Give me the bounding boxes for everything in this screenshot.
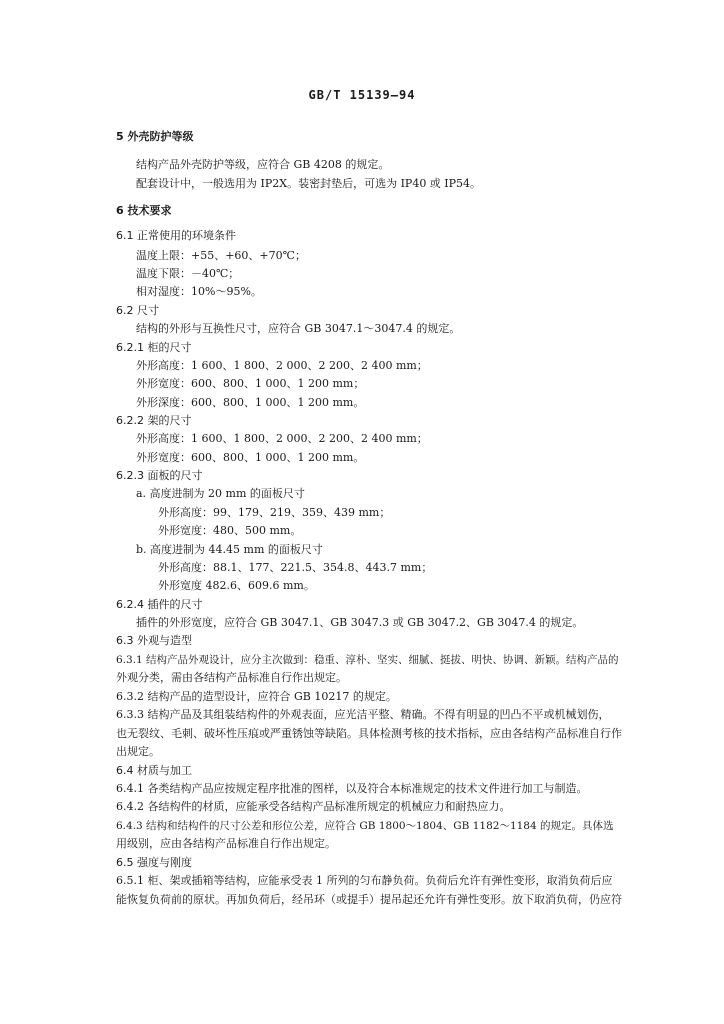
- section-6-2-paragraph: 结构的外形与互换性尺寸，应符合 GB 3047.1～3047.4 的规定。: [136, 322, 461, 335]
- section-6-4-title: 6.4 材质与加工: [116, 764, 192, 777]
- panel-a-height: 外形高度：99、179、219、359、439 mm；: [158, 506, 391, 519]
- section-6-1-title: 6.1 正常使用的环境条件: [116, 229, 236, 242]
- section-6-2-1-title: 6.2.1 柜的尺寸: [116, 341, 192, 354]
- cabinet-width: 外形宽度：600、800、1 000、1 200 mm；: [136, 377, 365, 390]
- section-6-3-1-line-2: 外观分类，需由各结构产品标准自行作出规定。: [116, 671, 347, 684]
- section-6-title: 6 技术要求: [116, 204, 172, 217]
- section-6-2-title: 6.2 尺寸: [116, 304, 159, 317]
- section-6-2-4-title: 6.2.4 插件的尺寸: [116, 598, 203, 611]
- standard-header: GB/T 15139—94: [308, 88, 416, 102]
- section-6-4-3-line-2: 用级别，应由各结构产品标准自行作出规定。: [116, 837, 336, 850]
- panel-a-width: 外形宽度：480、500 mm。: [158, 524, 302, 537]
- temperature-lower-limit: 温度下限：－40℃；: [136, 267, 240, 280]
- section-6-5-title: 6.5 强度与刚度: [116, 856, 192, 869]
- section-6-2-4-paragraph: 插件的外形宽度，应符合 GB 3047.1、GB 3047.3 或 GB 3047.2、GB 3047.4 的规定。: [136, 616, 584, 629]
- section-6-3-3-line-1: 6.3.3 结构产品及其组装结构件的外观表面，应光洁平整、精确。不得有明显的凹凸不平或机械划伤，: [116, 708, 610, 721]
- section-6-3-2: 6.3.2 结构产品的造型设计，应符合 GB 10217 的规定。: [116, 690, 397, 703]
- section-6-3-title: 6.3 外观与造型: [116, 634, 192, 647]
- section-6-5-1-line-2: 能恢复负荷前的原状。再加负荷后，经吊环（或提手）提吊起还允许有弹性变形。放下取消负荷，仍应符: [116, 893, 622, 906]
- panel-item-b: b. 高度进制为 44.45 mm 的面板尺寸: [136, 543, 323, 556]
- section-6-4-3-line-1: 6.4.3 结构和结构件的尺寸公差和形位公差，应符合 GB 1800～1804、GB 1182～1184 的规定。具体选: [116, 820, 614, 832]
- rack-height: 外形高度：1 600、1 800、2 000、2 200、2 400 mm；: [136, 432, 428, 445]
- section-6-3-1-line-1: 6.3.1 结构产品外观设计，应分主次做到：稳重、淳朴、坚实、细腻、挺拔、明快、协调、新颖。结构产品的: [116, 654, 619, 666]
- section-6-4-1: 6.4.1 各类结构产品应按规定程序批准的图样，以及符合本标准规定的技术文件进行加工与制造。: [116, 782, 588, 795]
- temperature-upper-limit: 温度上限：+55、+60、+70℃；: [136, 249, 306, 262]
- panel-item-a: a. 高度进制为 20 mm 的面板尺寸: [136, 487, 305, 500]
- cabinet-height: 外形高度：1 600、1 800、2 000、2 200、2 400 mm；: [136, 359, 428, 372]
- rack-width: 外形宽度：600、800、1 000、1 200 mm。: [136, 451, 365, 464]
- panel-b-width: 外形宽度 482.6、609.6 mm。: [158, 579, 315, 592]
- section-6-2-3-title: 6.2.3 面板的尺寸: [116, 469, 203, 482]
- section-5-paragraph-1: 结构产品外壳防护等级，应符合 GB 4208 的规定。: [136, 158, 390, 171]
- relative-humidity: 相对湿度：10%～95%。: [136, 285, 262, 298]
- panel-b-height: 外形高度：88.1、177、221.5、354.8、443.7 mm；: [158, 561, 433, 574]
- section-6-3-3-line-3: 出规定。: [116, 745, 160, 758]
- cabinet-depth: 外形深度：600、800、1 000、1 200 mm。: [136, 396, 365, 409]
- section-6-4-2: 6.4.2 各结构件的材质，应能承受各结构产品标准所规定的机械应力和耐热应力。: [116, 800, 511, 813]
- section-6-5-1-line-1: 6.5.1 柜、架或插箱等结构，应能承受表 1 所列的匀布静负荷。负荷后允许有弹性变形，取消负荷后应: [116, 874, 613, 887]
- section-5-paragraph-2: 配套设计中，一般选用为 IP2X。装密封垫后，可选为 IP40 或 IP54。: [136, 177, 482, 190]
- section-5-title: 5 外壳防护等级: [116, 130, 194, 143]
- section-6-2-2-title: 6.2.2 架的尺寸: [116, 414, 192, 427]
- section-6-3-3-line-2: 也无裂纹、毛刺、破坏性压痕或严重锈蚀等缺陷。具体检测考核的技术指标，应由各结构产品标准自行作: [116, 727, 622, 740]
